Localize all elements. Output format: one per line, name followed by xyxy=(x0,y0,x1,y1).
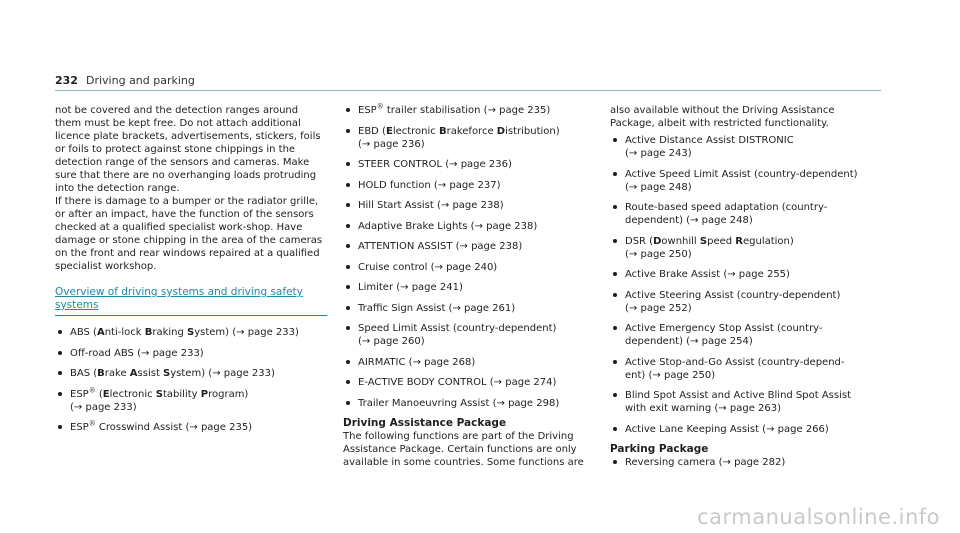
page-ref-link[interactable]: page 255) xyxy=(735,269,790,280)
arrow-right-icon: → xyxy=(718,403,727,414)
section-heading-link[interactable]: Overview of driving systems and driving safety systems xyxy=(55,286,303,311)
page-ref-link[interactable]: page 233) xyxy=(244,327,299,338)
bullet-list xyxy=(610,134,870,436)
arrow-right-icon: → xyxy=(361,336,371,347)
header-title: Driving and parking xyxy=(86,74,195,87)
page-ref-link[interactable]: page 236) xyxy=(370,138,425,150)
arrow-right-icon: → xyxy=(361,138,371,150)
list-item: DSR (Downhill Speed Regulation) (→ page 250) xyxy=(610,235,870,261)
arrow-right-icon: → xyxy=(412,356,421,368)
page-ref-link[interactable]: page 248) xyxy=(637,181,692,193)
list-item: EBD (Electronic Brakeforce Distribution) (→ page 236) xyxy=(343,125,593,151)
page-ref-link[interactable]: page 250) xyxy=(660,369,716,381)
list-item: Active Lane Keeping Assist (→ page 266) xyxy=(610,423,870,436)
page-ref-link[interactable]: page 238) xyxy=(449,200,504,211)
list-item: Limiter (→ page 241) xyxy=(343,281,593,294)
page-ref-link[interactable]: page 233) xyxy=(220,368,275,379)
page-ref-link[interactable]: page 236) xyxy=(457,159,512,170)
bullet-list xyxy=(343,104,593,410)
column-3 xyxy=(610,104,870,477)
page-ref-link[interactable]: page 298) xyxy=(504,397,560,409)
paragraph: also available without the Driving Assistance Package, albeit with restricted functionality. xyxy=(610,105,835,129)
page-ref-link[interactable]: page 238) xyxy=(482,220,538,232)
list-item: Off-road ABS (→ page 233) xyxy=(55,347,327,360)
list-item: Adaptive Brake Lights (→ page 238) xyxy=(343,220,593,233)
arrow-right-icon: → xyxy=(449,159,458,170)
arrow-right-icon: → xyxy=(474,220,483,232)
page-ref-link[interactable]: page 233) xyxy=(82,401,137,413)
arrow-right-icon: → xyxy=(628,248,638,260)
list-item: Cruise control (→ page 240) xyxy=(343,261,593,274)
arrow-right-icon: → xyxy=(437,179,447,191)
paragraph: The following functions are part of the Driving Assistance Package. Certain functions are only available in some countries. Some functions are xyxy=(343,431,584,468)
page-ref-link[interactable]: page 268) xyxy=(420,356,476,368)
page-ref-link[interactable]: page 240) xyxy=(442,261,498,273)
list-item: Reversing camera (→ page 282) xyxy=(610,456,870,469)
page-header xyxy=(55,74,881,91)
list-item: ESP® trailer stabilisation (→ page 235) xyxy=(343,104,593,117)
list-item: ESP® (Electronic Stability Program) (→ page 233) xyxy=(55,388,327,414)
page-ref-link[interactable]: page 266) xyxy=(774,423,829,435)
page-ref-link[interactable]: page 250) xyxy=(637,248,692,260)
page-number: 232 xyxy=(55,74,78,87)
arrow-right-icon: → xyxy=(141,347,150,359)
section-heading[interactable] xyxy=(55,286,327,316)
sub-heading: Driving Assistance Package xyxy=(343,417,507,429)
list-item: ABS (Anti-lock Braking System) (→ page 233) xyxy=(55,326,327,339)
page-ref-link[interactable]: page 261) xyxy=(460,302,516,314)
arrow-right-icon: → xyxy=(690,336,699,347)
list-item: Traffic Sign Assist (→ page 261) xyxy=(343,302,593,315)
arrow-right-icon: → xyxy=(434,261,443,273)
list-item: Active Steering Assist (country-dependent) (→ page 252) xyxy=(610,289,870,315)
page-ref-link[interactable]: page 243) xyxy=(637,148,692,159)
list-item: Active Speed Limit Assist (country-dependent) (→ page 248) xyxy=(610,168,870,194)
list-item: Active Stop-and-Go Assist (country-depend- ent) (→ page 250) xyxy=(610,356,870,382)
list-item: ESP® Crosswind Assist (→ page 235) xyxy=(55,421,327,434)
arrow-right-icon: → xyxy=(690,215,699,226)
arrow-right-icon: → xyxy=(452,302,461,314)
page-ref-link[interactable]: page 233) xyxy=(149,347,204,359)
list-item: Active Brake Assist (→ page 255) xyxy=(610,268,870,281)
page-ref-link[interactable]: page 274) xyxy=(502,377,557,388)
arrow-right-icon: → xyxy=(722,457,731,468)
list-item: Active Emergency Stop Assist (country- dependent) (→ page 254) xyxy=(610,322,870,348)
page-ref-link[interactable]: page 241) xyxy=(408,282,463,293)
page-ref-link[interactable]: page 237) xyxy=(446,179,501,191)
page-ref-link[interactable]: page 263) xyxy=(726,403,782,414)
bullet-list xyxy=(610,456,870,469)
list-item: AIRMATIC (→ page 268) xyxy=(343,356,593,369)
arrow-right-icon: → xyxy=(493,377,503,388)
list-item: HOLD function (→ page 237) xyxy=(343,179,593,192)
page-ref-link[interactable]: page 248) xyxy=(698,215,753,226)
arrow-right-icon: → xyxy=(487,105,496,116)
arrow-right-icon: → xyxy=(189,422,198,433)
bullet-list xyxy=(55,326,327,434)
column-1 xyxy=(55,104,327,442)
arrow-right-icon: → xyxy=(628,181,638,193)
list-item: BAS (Brake Assist System) (→ page 233) xyxy=(55,367,327,380)
arrow-right-icon: → xyxy=(496,397,505,409)
list-item: E-ACTIVE BODY CONTROL (→ page 274) xyxy=(343,376,593,389)
arrow-right-icon: → xyxy=(73,401,83,413)
list-item: Route-based speed adaptation (country- dependent) (→ page 248) xyxy=(610,201,870,227)
list-item: Active Distance Assist DISTRONIC (→ page 243) xyxy=(610,134,870,160)
arrow-right-icon: → xyxy=(459,241,468,252)
arrow-right-icon: → xyxy=(628,148,638,159)
watermark[interactable]: carmanualsonline.info xyxy=(697,505,940,529)
column-2 xyxy=(343,104,593,469)
list-item: Hill Start Assist (→ page 238) xyxy=(343,199,593,212)
page-ref-link[interactable]: page 282) xyxy=(730,457,786,468)
list-item: ATTENTION ASSIST (→ page 238) xyxy=(343,240,593,253)
arrow-right-icon: → xyxy=(236,327,245,338)
paragraph: not be covered and the detection ranges around them must be kept free. Do not attach additional licence plate brackets, advertisements, stickers, foils or foils to protect against stone chippings in the detection range of the sensors and cameras. Make sure that there are no overhanging loads protruding into the detection range. xyxy=(55,105,321,194)
arrow-right-icon: → xyxy=(652,369,661,381)
page-ref-link[interactable]: page 235) xyxy=(197,422,253,433)
paragraph: If there is damage to a bumper or the radiator grille, or after an impact, have the function of the sensors checked at a qualified specialist work-shop. Have damage or stone chipping in the area of the cameras on the front and rear windows repaired at a qualified specialist workshop. xyxy=(55,196,323,272)
page-ref-link[interactable]: page 238) xyxy=(467,241,523,252)
arrow-right-icon: → xyxy=(727,269,736,280)
list-item: Blind Spot Assist and Active Blind Spot Assist with exit warning (→ page 263) xyxy=(610,389,870,415)
sub-heading: Parking Package xyxy=(610,443,709,455)
list-item: STEER CONTROL (→ page 236) xyxy=(343,158,593,171)
page-ref-link[interactable]: page 260) xyxy=(370,336,425,347)
arrow-right-icon: → xyxy=(766,423,775,435)
page-ref-link[interactable]: page 252) xyxy=(637,302,692,314)
list-item: Speed Limit Assist (country-dependent) (→ page 260) xyxy=(343,322,593,348)
arrow-right-icon: → xyxy=(440,200,450,211)
page-ref-link[interactable]: page 254) xyxy=(698,336,753,347)
arrow-right-icon: → xyxy=(212,368,221,379)
arrow-right-icon: → xyxy=(628,302,638,314)
page-ref-link[interactable]: page 235) xyxy=(495,105,551,116)
list-item: Trailer Manoeuvring Assist (→ page 298) xyxy=(343,397,593,410)
arrow-right-icon: → xyxy=(400,282,409,293)
